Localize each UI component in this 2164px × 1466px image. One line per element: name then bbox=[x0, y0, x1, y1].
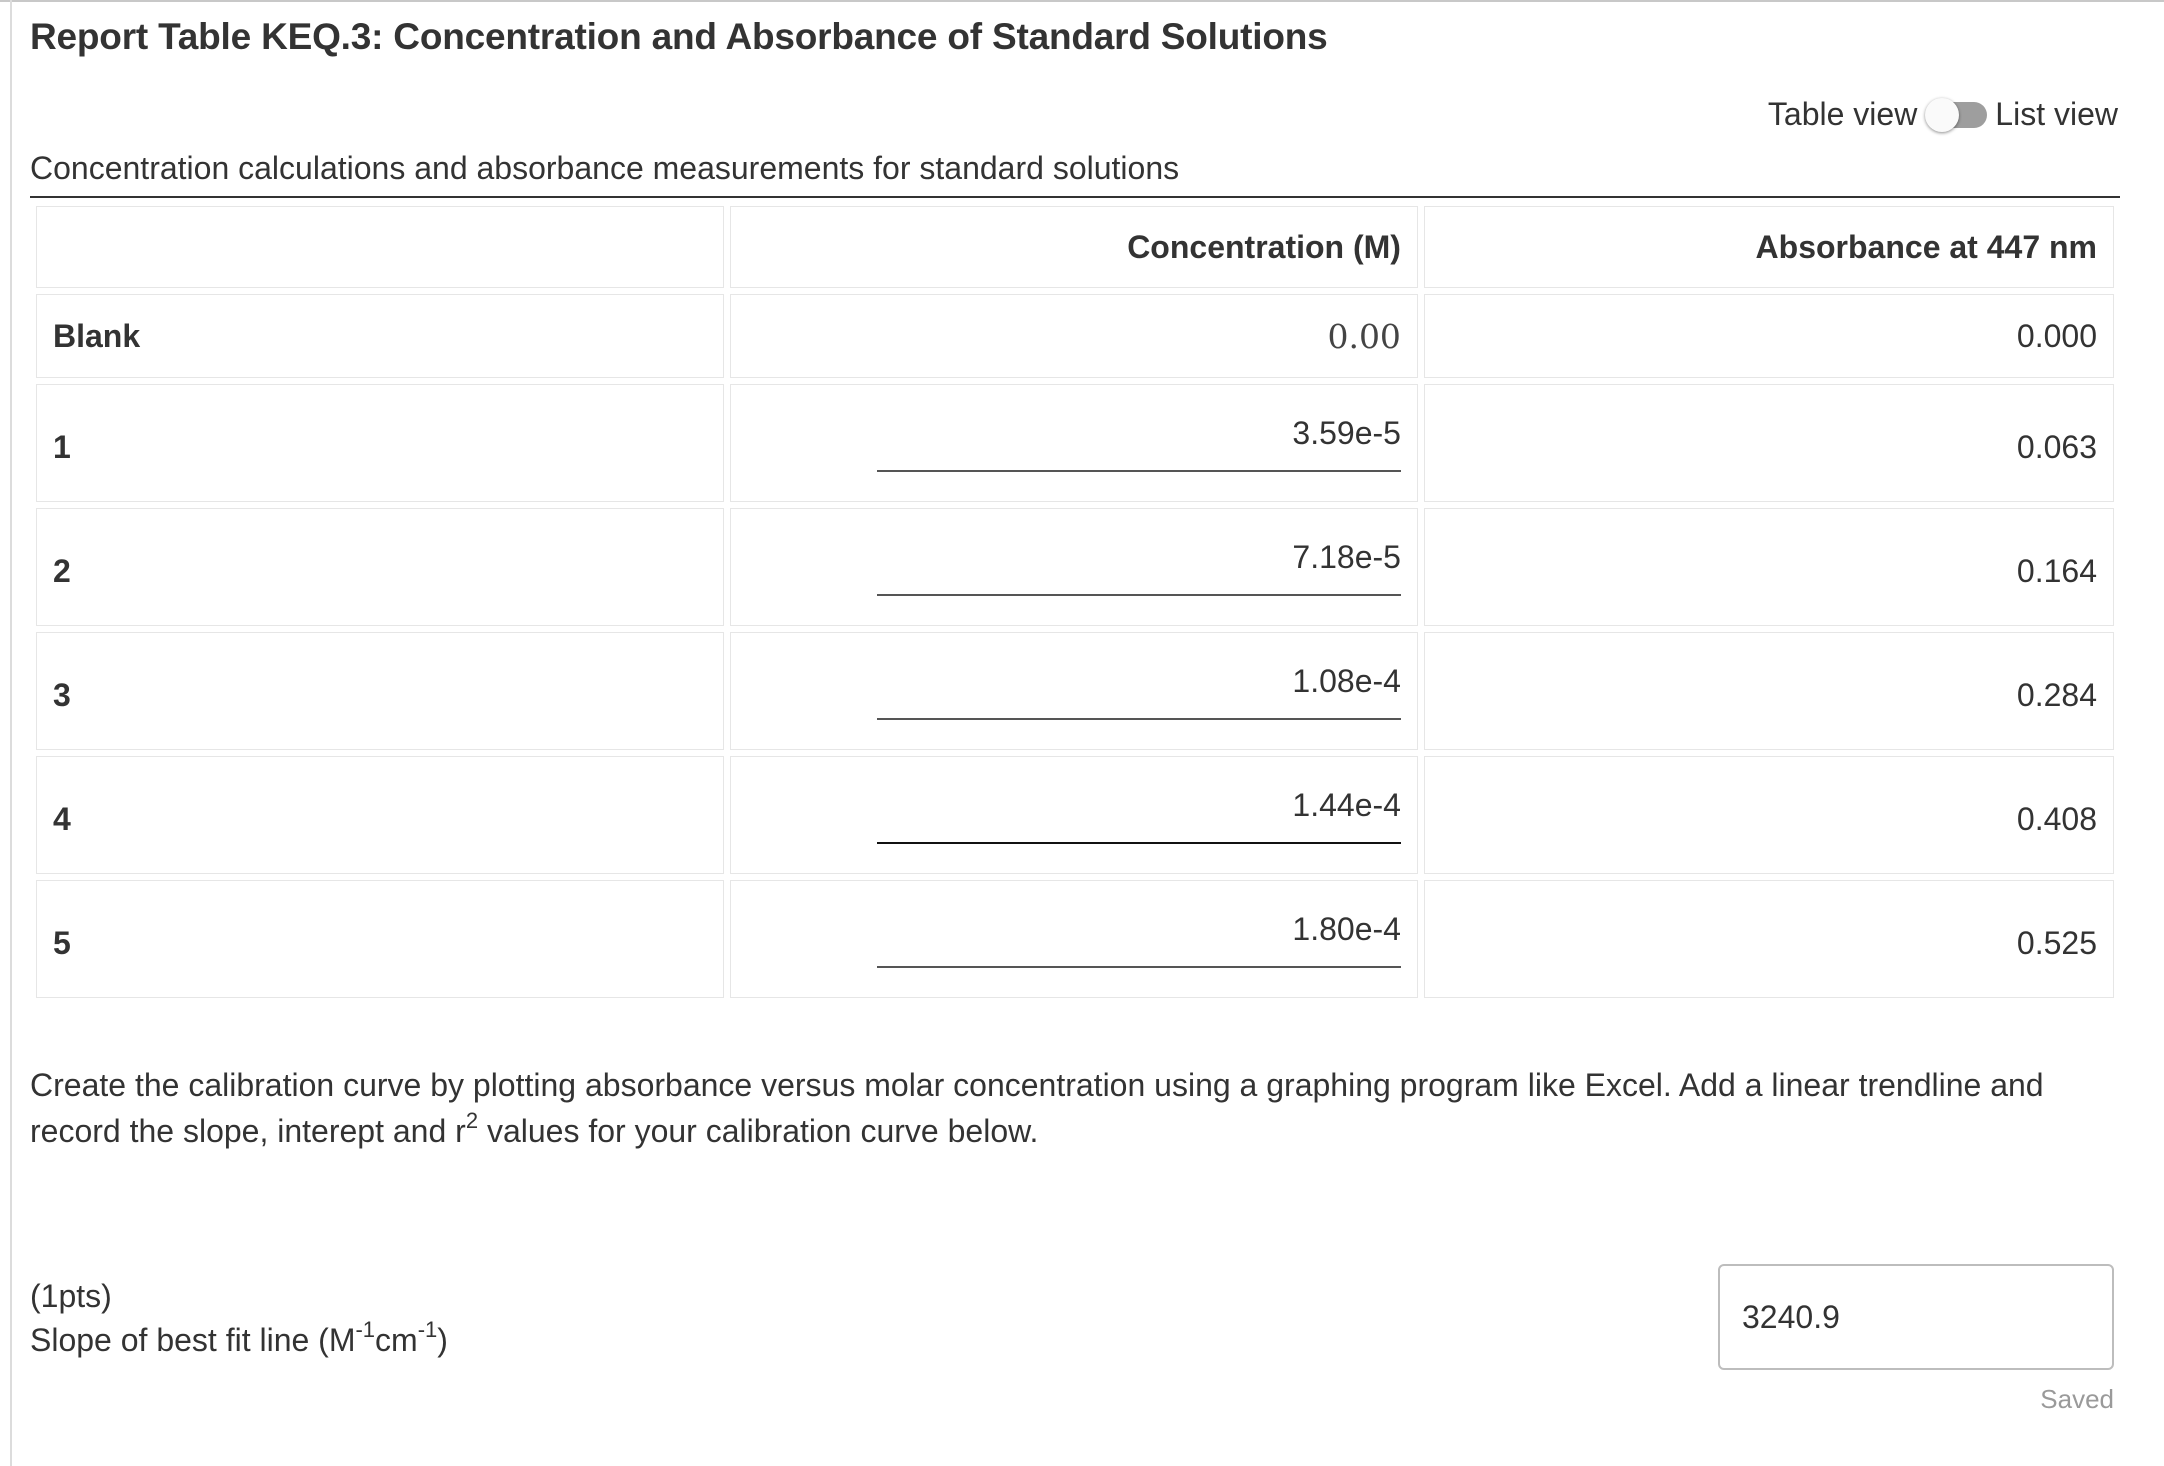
table-header-row bbox=[36, 206, 2114, 288]
absorbance-header: Absorbance at 447 nm bbox=[1424, 206, 2114, 288]
instructions-end: values for your calibration curve below. bbox=[478, 1113, 1039, 1149]
concentration-input[interactable]: 1.44e-4 bbox=[877, 787, 1401, 844]
report-title: Report Table KEQ.3: Concentration and Absorbance of Standard Solutions bbox=[30, 16, 1328, 57]
instructions-text bbox=[30, 1062, 2120, 1154]
table-row bbox=[36, 632, 2114, 750]
slope-label-text: Slope of best fit line (M bbox=[30, 1322, 356, 1358]
concentration-cell bbox=[730, 632, 1418, 750]
table-row bbox=[36, 880, 2114, 998]
concentration-cell bbox=[730, 384, 1418, 502]
slope-label-close: ) bbox=[437, 1322, 448, 1358]
row-label: 1 bbox=[36, 384, 724, 502]
absorbance-value: 0.164 bbox=[1424, 508, 2114, 626]
concentration-header: Concentration (M) bbox=[730, 206, 1418, 288]
concentration-input[interactable]: 7.18e-5 bbox=[877, 539, 1401, 596]
switch-knob[interactable] bbox=[1925, 98, 1959, 132]
row-label: 5 bbox=[36, 880, 724, 998]
list-view-label: List view bbox=[1995, 96, 2118, 132]
concentration-cell bbox=[730, 508, 1418, 626]
concentration-cell bbox=[730, 756, 1418, 874]
concentration-input[interactable]: 1.08e-4 bbox=[877, 663, 1401, 720]
top-divider bbox=[0, 0, 2164, 2]
absorbance-value: 0.000 bbox=[1424, 294, 2114, 378]
view-toggle[interactable] bbox=[1768, 96, 2118, 133]
table-row-blank bbox=[36, 294, 2114, 378]
row-label-header bbox=[36, 206, 724, 288]
absorbance-value: 0.408 bbox=[1424, 756, 2114, 874]
row-label: 3 bbox=[36, 632, 724, 750]
view-toggle-switch[interactable] bbox=[1925, 98, 1987, 132]
slope-label-cm: cm bbox=[375, 1322, 418, 1358]
absorbance-value: 0.063 bbox=[1424, 384, 2114, 502]
row-label: 2 bbox=[36, 508, 724, 626]
question-points: (1pts) bbox=[30, 1278, 112, 1314]
left-divider bbox=[10, 0, 12, 1466]
row-label: Blank bbox=[36, 294, 724, 378]
absorbance-value: 0.525 bbox=[1424, 880, 2114, 998]
absorbance-value: 0.284 bbox=[1424, 632, 2114, 750]
caption-divider bbox=[30, 196, 2120, 198]
concentration-input[interactable]: 3.59e-5 bbox=[877, 415, 1401, 472]
table-row bbox=[36, 756, 2114, 874]
saved-status: Saved bbox=[2040, 1384, 2114, 1414]
table-view-label: Table view bbox=[1767, 96, 1918, 132]
row-label: 4 bbox=[36, 756, 724, 874]
slope-input[interactable] bbox=[1718, 1264, 2114, 1370]
slope-label-sup-cm: -1 bbox=[417, 1317, 438, 1342]
slope-label-sup-m: -1 bbox=[355, 1317, 376, 1342]
standards-table bbox=[30, 200, 2120, 1004]
instructions-superscript: 2 bbox=[465, 1108, 479, 1133]
slope-label bbox=[30, 1317, 448, 1359]
table-caption: Concentration calculations and absorbance measurements for standard solutions bbox=[30, 150, 1180, 186]
concentration-value: 0.00 bbox=[730, 294, 1418, 378]
concentration-input[interactable]: 1.80e-4 bbox=[877, 911, 1401, 968]
table-row bbox=[36, 384, 2114, 502]
instructions-main: Create the calibration curve by plotting absorbance versus molar concentration using a graphing program like Excel. Add a linear trendline and record the slope, interept and r bbox=[30, 1067, 2044, 1149]
table-row bbox=[36, 508, 2114, 626]
concentration-cell bbox=[730, 880, 1418, 998]
